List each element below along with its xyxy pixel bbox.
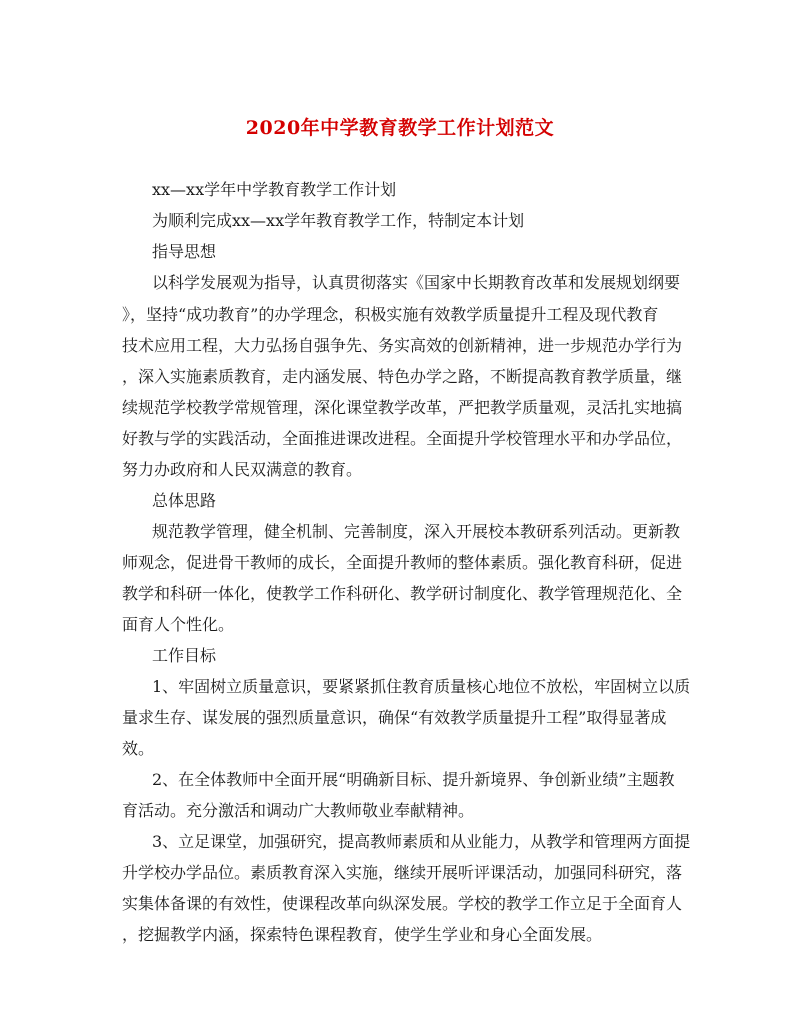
paragraph-line: 续规范学校教学常规管理，深化课堂教学改革，严把教学质量观，灵活扎实地搞 — [122, 398, 683, 417]
paragraph-line: 教学和科研一体化，使教学工作科研化、教学研讨制度化、教学管理规范化、全 — [122, 584, 683, 603]
section-heading-overall-approach: 总体思路 — [152, 491, 217, 510]
list-item-line: 1、牢固树立质量意识，要紧紧抓住教育质量核心地位不放松，牢固树立以质 — [152, 677, 691, 696]
list-item-line: 升学校办学品位。素质教育深入实施，继续开展听评课活动，加强同科研究，落 — [122, 863, 683, 882]
document-title: 2020年中学教育教学工作计划范文 — [245, 117, 555, 139]
paragraph-line: ，深入实施素质教育，走内涵发展、特色办学之路，不断提高教育教学质量，继 — [122, 367, 683, 386]
paragraph-line: 》，坚持“成功教育”的办学理念，积极实施有效教学质量提升工程及现代教育 — [122, 305, 659, 324]
list-item-line: 3、立足课堂，加强研究，提高教师素质和从业能力，从教学和管理两方面提 — [152, 832, 691, 851]
paragraph-line: 规范教学管理，健全机制、完善制度，深入开展校本教研系列活动。更新教 — [152, 522, 681, 541]
section-heading-work-goals: 工作目标 — [152, 646, 217, 665]
paragraph-line: 技术应用工程，大力弘扬自强争先、务实高效的创新精神，进一步规范办学行为 — [122, 336, 683, 355]
paragraph-line: 努力办政府和人民双满意的教育。 — [122, 460, 363, 479]
paragraph-line: 好教与学的实践活动，全面推进课改进程。全面提升学校管理水平和办学品位， — [122, 429, 683, 448]
list-item-line: 2、在全体教师中全面开展“明确新目标、提升新境界、争创新业绩”主题教 — [152, 770, 675, 789]
list-item-line: ，挖掘教学内涵，探索特色课程教育，使学生学业和身心全面发展。 — [122, 925, 603, 944]
list-item-line: 效。 — [122, 739, 155, 758]
heading-plan-name: xx—xx学年中学教育教学工作计划 — [152, 180, 397, 199]
list-item-line: 育活动。充分激活和调动广大教师敬业奉献精神。 — [122, 801, 475, 820]
paragraph-line: 以科学发展观为指导，认真贯彻落实《国家中长期教育改革和发展规划纲要 — [152, 273, 681, 292]
section-heading-guiding-thought: 指导思想 — [152, 242, 217, 261]
list-item-line: 实集体备课的有效性，使课程改革向纵深发展。学校的教学工作立足于全面育人 — [122, 894, 683, 913]
paragraph-line: 师观念，促进骨干教师的成长，全面提升教师的整体素质。强化教育科研，促进 — [122, 553, 683, 572]
list-item-line: 量求生存、谋发展的强烈质量意识，确保“有效教学质量提升工程”取得显著成 — [122, 708, 667, 727]
paragraph-line: 面育人个性化。 — [122, 615, 235, 634]
intro-line: 为顺利完成xx—xx学年教育教学工作，特制定本计划 — [152, 211, 525, 230]
